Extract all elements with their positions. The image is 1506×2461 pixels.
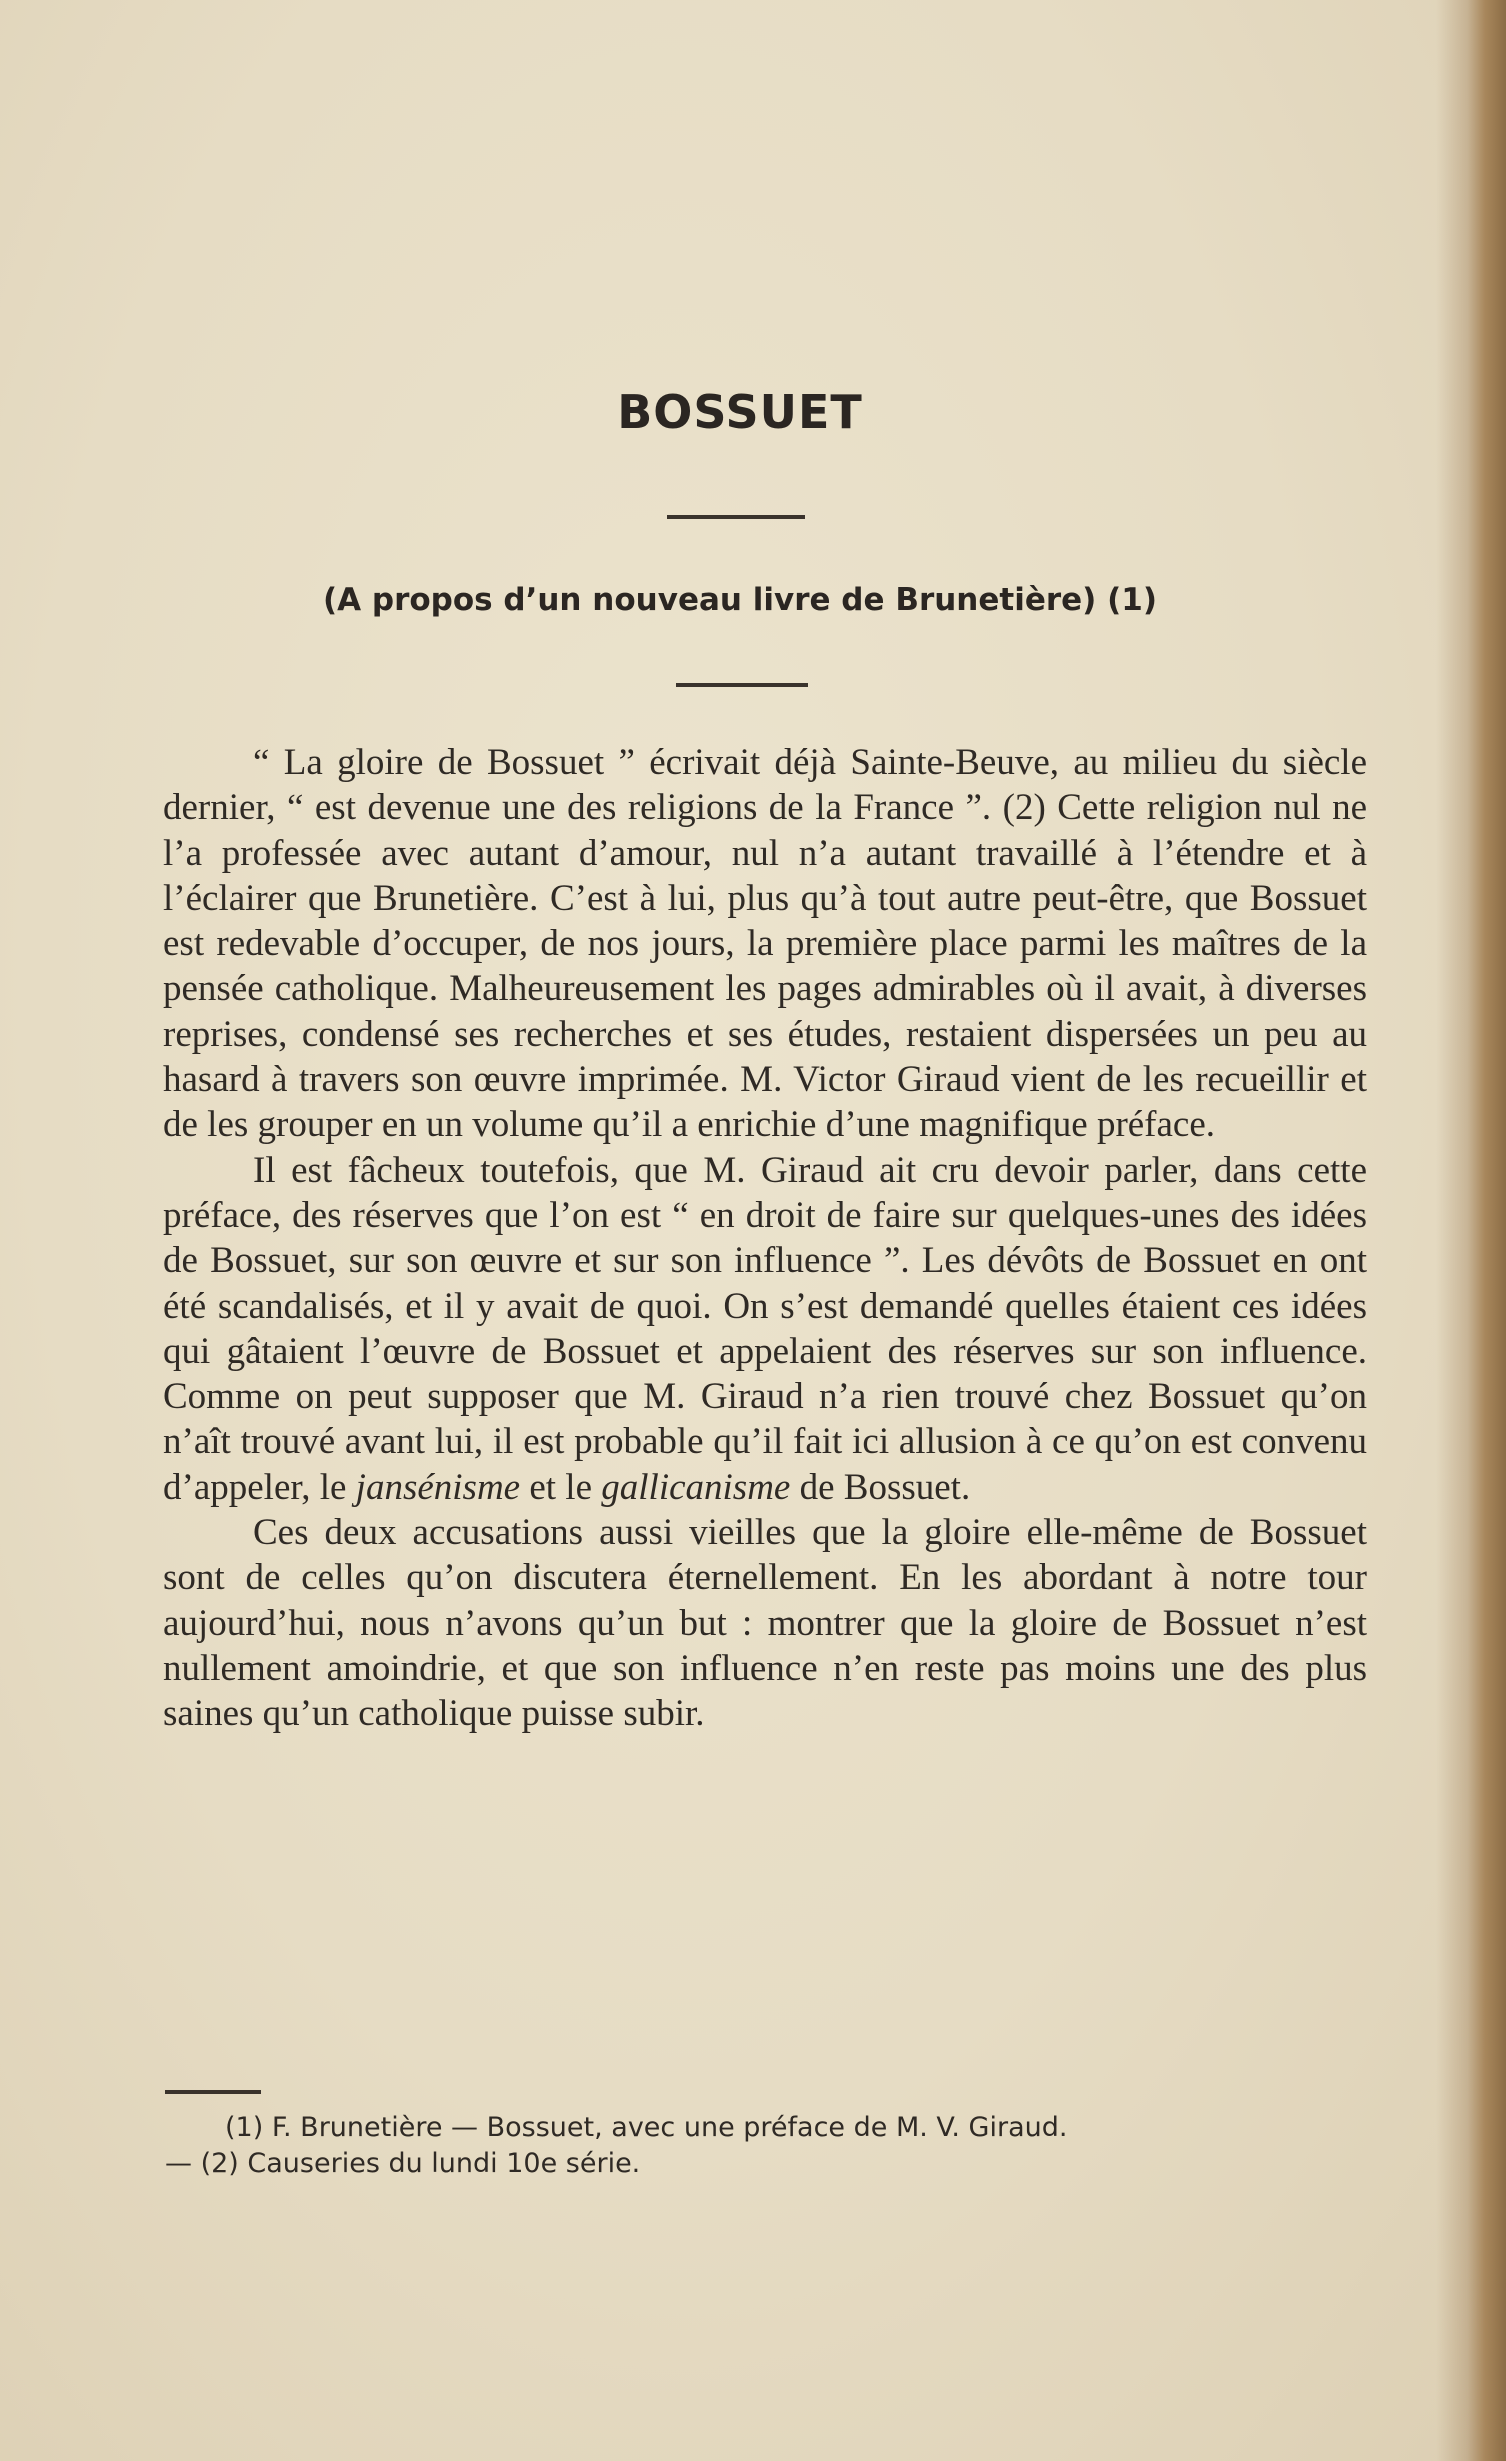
footnote-divider	[165, 2090, 261, 2094]
italic-term-jansenisme: jansénisme	[355, 1466, 521, 1508]
paragraph-2-text-end: de Bossuet.	[790, 1466, 971, 1508]
paragraph-2-text-middle: et le	[520, 1466, 602, 1508]
title-divider	[667, 515, 805, 519]
footnote-2: — (2) Causeries du lundi 10e série.	[165, 2148, 641, 2179]
article-body	[163, 740, 1367, 1737]
italic-term-gallicanisme: gallicanisme	[601, 1466, 791, 1508]
footnotes	[165, 2110, 1365, 2182]
page-subtitle: (A propos d’un nouveau livre de Brunetière) (1)	[322, 582, 1158, 618]
paragraph-2	[163, 1148, 1367, 1510]
paragraph-2-text: Il est fâcheux toutefois, que M. Giraud ait cru devoir parler, dans cette préface, des réserves que l’on est “ en droit de faire sur quelques-unes des idées de Bossuet, sur son œuvre et sur son influence ”. Les dévôts de Bossuet en ont été scandalisés, et il y avait de quoi. On s’est demandé quelles étaient ces idées qui gâtaient l’œuvre de Bossuet et appelaient des réserves sur son influence. Comme on peut supposer que M. Giraud n’a rien trouvé chez Bossuet qu’on n’aît trouvé avant lui, il est probable qu’il fait ici allusion à ce qu’on est convenu d’appeler, le	[163, 1149, 1367, 1508]
footnote-1: (1) F. Brunetière — Bossuet, avec une préface de M. V. Giraud.	[225, 2112, 1068, 2143]
page-edge-shadow	[1436, 0, 1506, 2461]
page-title: BOSSUET	[617, 385, 863, 439]
subtitle-divider	[676, 683, 808, 687]
paragraph-3: Ces deux accusations aussi vieilles que la gloire elle-même de Bossuet sont de celles qu’on discutera éternellement. En les abordant à notre tour aujourd’hui, nous n’avons qu’un but : montrer que la gloire de Bossuet n’est nullement amoindrie, et que son influence n’en reste pas moins une des plus saines qu’un catholique puisse subir.	[163, 1512, 1367, 1735]
paragraph-1: “ La gloire de Bossuet ” écrivait déjà Sainte-Beuve, au milieu du siècle dernier, “ est devenue une des religions de la France ”. (2) Cette religion nul ne l’a professée avec autant d’amour, nul n’a autant travaillé à l’étendre et à l’éclairer que Brunetière. C’est à lui, plus qu’à tout autre peut-être, que Bossuet est redevable d’occuper, de nos jours, la première place parmi les maîtres de la pensée catholique. Malheureusement les pages admirables où il avait, à diverses reprises, condensé ses recherches et ses études, restaient dispersées un peu au hasard à travers son œuvre imprimée. M. Victor Giraud vient de les recueillir et de les grouper en un volume qu’il a enrichie d’une magnifique préface.	[163, 742, 1367, 1146]
